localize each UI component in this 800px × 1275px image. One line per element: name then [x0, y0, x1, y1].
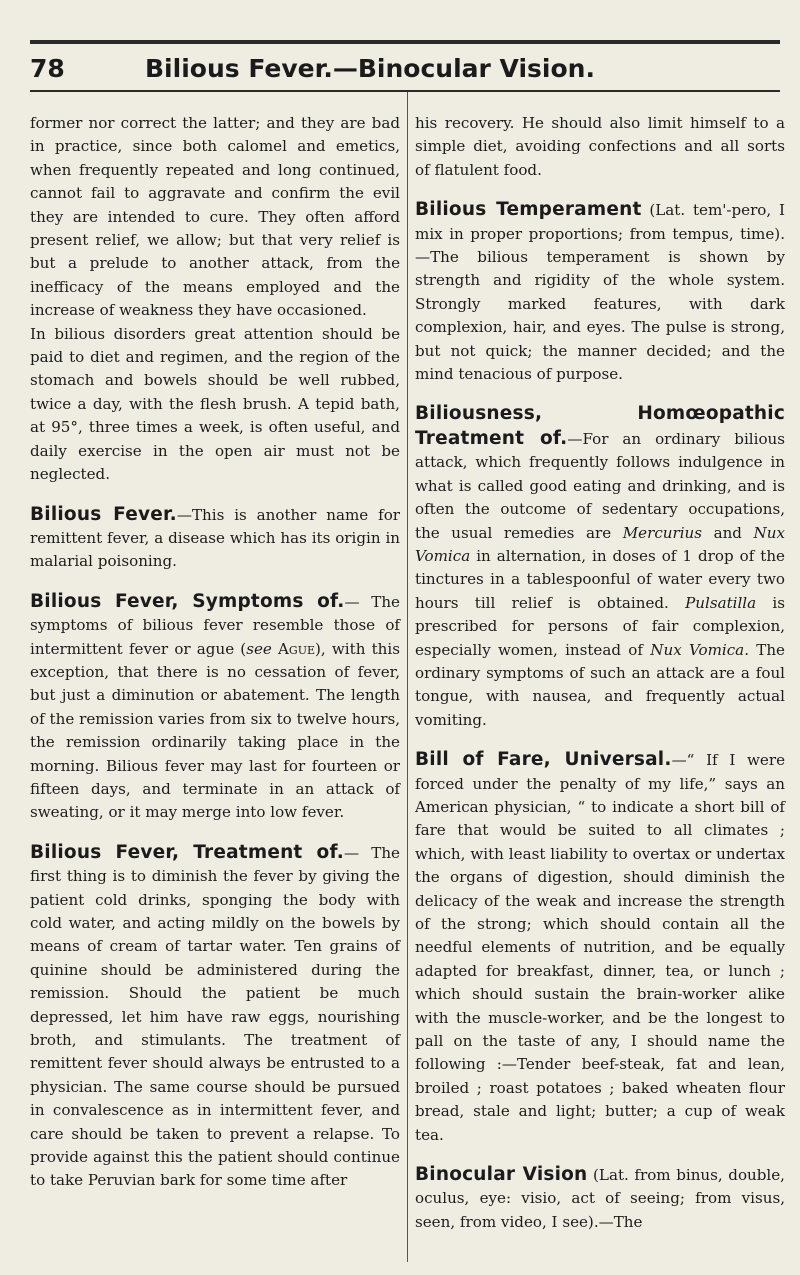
entry-bilious-fever-treatment	[30, 841, 400, 1193]
top-rule	[30, 40, 780, 44]
entry-text: — The symptoms of bilious fever resemble those of intermittent fever or ague (	[30, 592, 400, 658]
right-column	[415, 112, 785, 1234]
remedy: Nux Vomica	[415, 523, 785, 565]
entry-text: ), with this exception, that there is no cessation of fever, but just a diminution or abatement. The length of the remission varies from six to twelve hours, the remission ordinarily taking place in the morning. Bilious fever may last for fourteen or fifteen days, and terminate in an attack of sweating, or it may merge into low fever.	[30, 639, 400, 822]
headword: Bilious Fever, Symptoms of.	[30, 590, 345, 612]
entry-text: in alternation, in doses of 1 drop of the tinctures in a tablespoonful of water every two hours till relief is obtained.	[415, 546, 785, 612]
headword: Bill of Fare, Universal.	[415, 749, 672, 771]
headword: Bilious Fever, Treatment of.	[30, 841, 344, 863]
remedy: Mercurius	[622, 523, 703, 542]
entry-bilious-fever	[30, 503, 400, 574]
headword: Biliousness, Homœopathic Treatment of.	[415, 403, 785, 449]
entry-text: —“ If I were forced under the penalty of my life,” says an American physician, “ to indicate a short bill of fare that would be suited to all climates ; which, with least liability to overtax or undertax the organs of digestion, should diminish the delicacy of the weak and increase the strength of the strong; which should contain all the needful elements of nutrition, and be equally adapted for breakfast, dinner, tea, or lunch ; which should sustain the brain-worker alike with the muscle-worker, and be the longest to pall on the taste of any, I should name the following :—Tender beef-steak, fat and lean, broiled ; roast potatoes ; baked wheaten flour bread, stale and light; butter; a cup of weak tea.	[415, 751, 785, 1144]
cross-reference: Ague	[278, 639, 316, 658]
entry-text: and	[702, 523, 754, 542]
entry-bill-of-fare	[415, 748, 785, 1147]
remedy: Pulsatilla	[685, 593, 757, 612]
entry-text: (Lat. from binus, double, oculus, eye: visio, act of seeing; from visus, seen, from video, I see).—The	[415, 1166, 785, 1231]
entry-text: —The bilious temperament is shown by strength and rigidity of the whole system. Strongly marked features, with dark complexion, hair, and eyes. The pulse is strong, but not quick; the manner decided; and the mind tenacious of purpose.	[415, 248, 785, 384]
entry-text: — The first thing is to diminish the fever by giving the patient cold drinks, sponging the body with cold water, and acting mildly on the bowels by means of cream of tartar water. Ten grains of quinine should be administered during the remission. Should the patient be much depressed, let him have raw eggs, nourishing broth, and stimulants. The treatment of remittent fever should always be entrusted to a physician. The same course should be pursued in convalescence as in intermittent fever, and care should be taken to prevent a relapse. To provide against this the patient should continue to take Peruvian bark for some time after	[30, 843, 400, 1190]
entry-bilious-temperament	[415, 198, 785, 386]
entry-binocular-vision	[415, 1163, 785, 1234]
left-column	[30, 112, 400, 1193]
headword: Bilious Temperament	[415, 199, 642, 221]
headword: Binocular Vision	[415, 1164, 588, 1186]
paragraph: former nor correct the latter; and they are bad in practice, since both calomel and emetics, when frequently repeated and long continued, cannot fail to aggravate and confirm the evil they are intended to cure. They often afford present relief, we allow; but that very relief is but a prelude to another attack, from the inefficacy of the means employed and the increase of weakness they have occasioned.	[30, 114, 400, 320]
etymology: (Lat. tem'-pero, I mix in proper proportions; from tempus, time).	[415, 201, 785, 243]
entry-text: is prescribed for persons of fair complexion, especially women, instead of	[415, 593, 785, 659]
page-number: 78	[30, 54, 65, 83]
column-divider	[407, 92, 408, 1262]
paragraph: his recovery. He should also limit himself to a simple diet, avoiding confections and all sorts of flatulent food.	[415, 114, 785, 179]
entry-text: —For an ordinary bilious attack, which frequently follows indulgence in what is called good eating and drinking, and is often the outcome of sedentary occupations, the usual remedies are	[415, 429, 785, 542]
entry-biliousness	[415, 402, 785, 732]
entry-bilious-fever-symptoms	[30, 590, 400, 825]
entry-text: —This is another name for remittent fever, a disease which has its origin in malarial poisoning.	[30, 505, 400, 571]
remedy: Nux Vomica	[650, 640, 745, 659]
entry-text: . The ordinary symptoms of such an attack are a foul tongue, with nausea, and frequently actual vomiting.	[415, 640, 785, 729]
running-head: Bilious Fever.—Binocular Vision.	[145, 54, 595, 83]
header-rule	[30, 90, 780, 92]
see-reference: see	[246, 639, 272, 658]
paragraph: In bilious disorders great attention should be paid to diet and regimen, and the region of the stomach and bowels should be well rubbed, twice a day, with the flesh brush. A tepid bath, at 95°, three times a week, is often useful, and daily exercise in the open air must not be neglected.	[30, 324, 400, 484]
headword: Bilious Fever.	[30, 503, 177, 525]
